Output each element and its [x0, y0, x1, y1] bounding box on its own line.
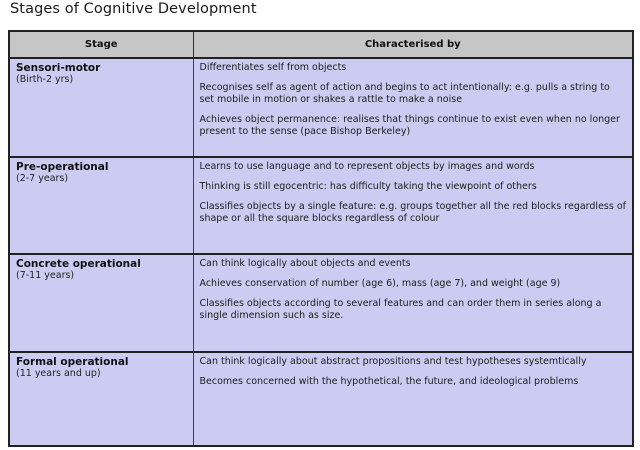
table-row [9, 352, 633, 446]
stage-cell [9, 58, 193, 157]
characteristic-text: Recognises self as agent of action and begins to act intentionally: e.g. pulls a string to set mobile in motion or shakes a rattle to make a noise [199, 82, 610, 105]
characteristics-cell [193, 157, 633, 254]
stage-cell [9, 352, 193, 446]
characteristic-text: Classifies objects according to several features and can order them in series along a single dimension such as size. [199, 298, 602, 321]
characteristics-cell [193, 254, 633, 352]
characteristic-text: Can think logically about objects and events [199, 258, 411, 269]
characteristics-cell [193, 352, 633, 446]
characteristic-text: Learns to use language and to represent objects by images and words [199, 161, 535, 172]
stage-name: Formal operational [16, 356, 129, 368]
characteristic-text: Can think logically about abstract propositions and test hypotheses systemtically [199, 356, 587, 367]
header-stage: Stage [9, 31, 193, 58]
table-row [9, 157, 633, 254]
characteristic-text: Thinking is still egocentric: has difficulty taking the viewpoint of others [199, 181, 537, 192]
stage-age: (2-7 years) [16, 173, 69, 184]
header-characterised-by: Characterised by [193, 31, 633, 58]
stage-cell [9, 157, 193, 254]
stage-age: (11 years and up) [16, 368, 101, 379]
characteristic-text: Achieves object permanence: realises that things continue to exist even when no longer present to the sense (pace Bishop Berkeley) [199, 114, 620, 137]
characteristic-text: Achieves conservation of number (age 6), mass (age 7), and weight (age 9) [199, 278, 561, 289]
stage-name: Pre-operational [16, 161, 109, 173]
characteristic-text: Differentiates self from objects [199, 62, 347, 73]
stage-age: (Birth-2 yrs) [16, 74, 74, 85]
table-row [9, 254, 633, 352]
stage-cell [9, 254, 193, 352]
characteristic-text: Classifies objects by a single feature: e.g. groups together all the red blocks regardless of shape or all the square blocks regardless of colour [199, 201, 626, 224]
stage-name: Concrete operational [16, 258, 141, 270]
page-title: Stages of Cognitive Development [10, 1, 257, 17]
stages-table [8, 30, 634, 447]
stage-age: (7-11 years) [16, 270, 75, 281]
characteristic-text: Becomes concerned with the hypothetical, the future, and ideological problems [199, 376, 579, 387]
stage-name: Sensori-motor [16, 62, 101, 74]
header-row [9, 31, 633, 58]
table-row [9, 58, 633, 157]
characteristics-cell [193, 58, 633, 157]
